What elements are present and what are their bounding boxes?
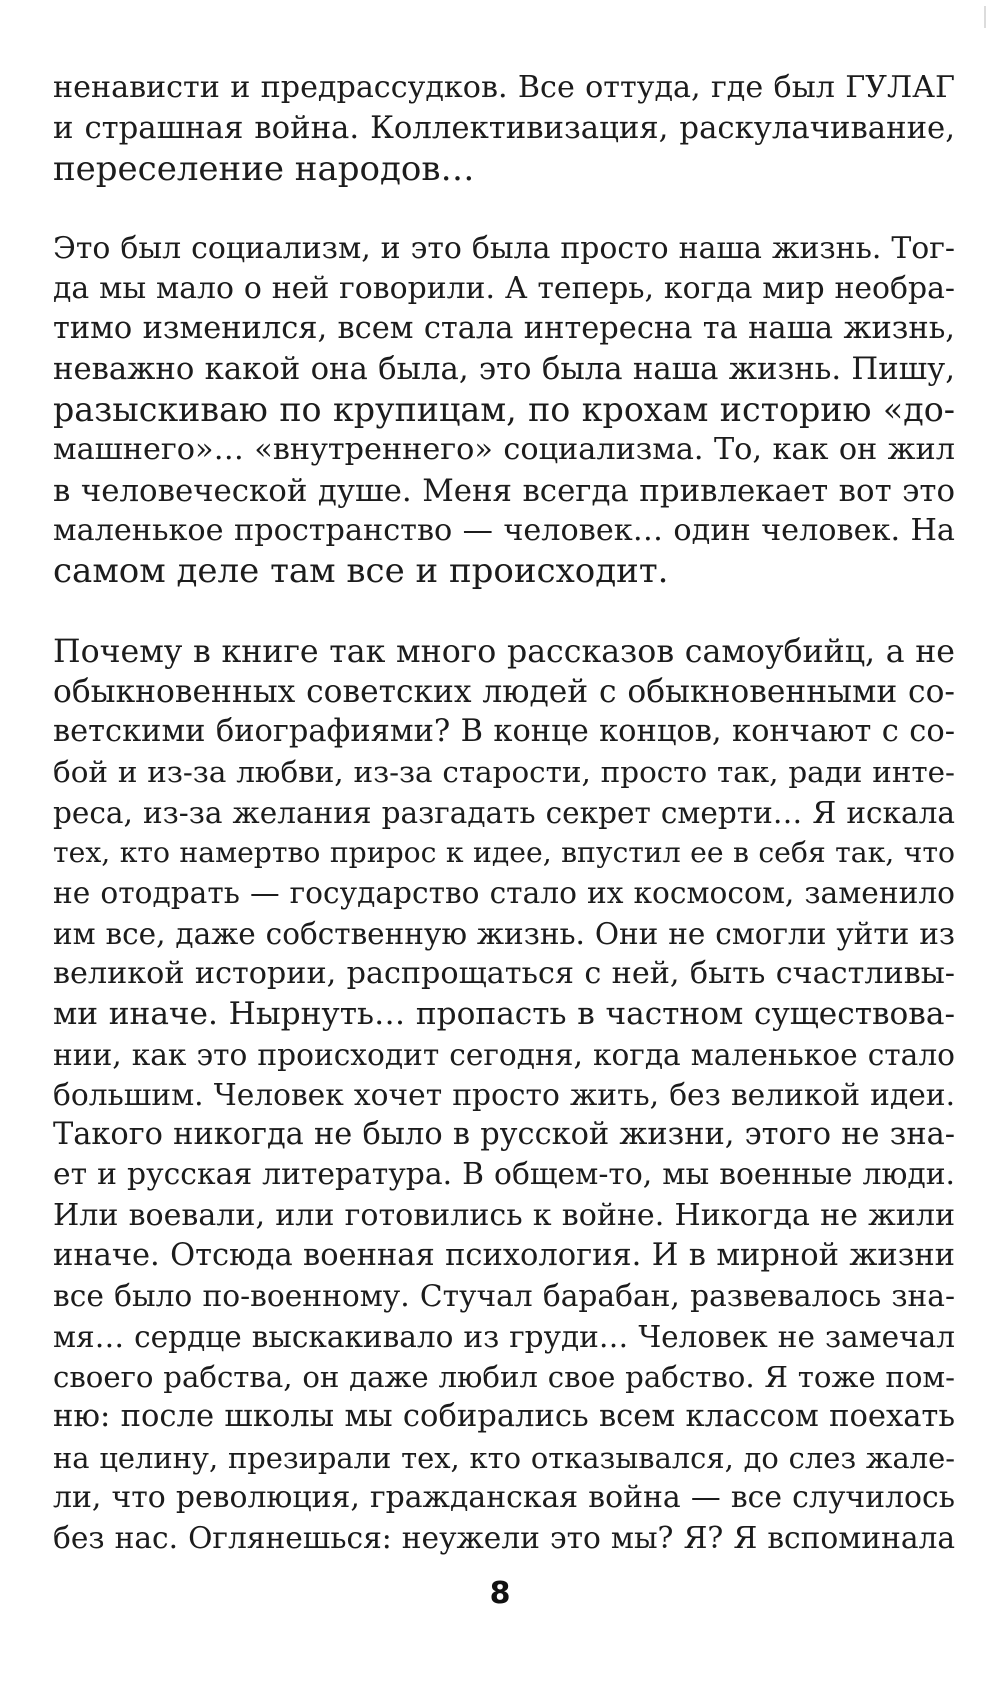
text-line: им все, даже собственную жизнь. Они не смогли уйти из xyxy=(53,916,955,951)
text-line: нии, как это происходит сегодня, когда маленькое стало xyxy=(53,1036,955,1072)
paragraph-gap xyxy=(53,592,955,632)
page-number: 8 xyxy=(489,1576,511,1611)
body-text xyxy=(53,68,955,1558)
paragraph-gap xyxy=(53,189,955,229)
text-line: разыскиваю по крупицам, по крохам историю «до- xyxy=(53,390,955,430)
text-line: Это был социализм, и это была просто наша жизнь. Тог- xyxy=(53,230,955,266)
text-line: великой истории, распрощаться с ней, быть счастливы- xyxy=(53,955,955,991)
text-line: реса, из-за желания разгадать секрет смерти… Я искала xyxy=(53,795,955,830)
text-line: ми иначе. Нырнуть… пропасть в частном существова- xyxy=(53,996,955,1033)
text-line: Почему в книге так много рассказов самоубийц, а не xyxy=(53,633,955,670)
text-line: и страшная война. Коллективизация, раскулачивание, xyxy=(53,110,955,147)
text-line: обыкновенных советских людей с обыкновенными со- xyxy=(53,673,955,710)
text-line: на целину, презирали тех, кто отказывался, до слез жале- xyxy=(53,1440,955,1475)
text-line: переселение народов… xyxy=(53,148,475,189)
paragraph xyxy=(53,68,955,189)
paragraph xyxy=(53,229,955,592)
page-edge-mark xyxy=(984,6,986,28)
text-line: все было по-военному. Стучал барабан, развевалось зна- xyxy=(53,1278,955,1314)
text-line: большим. Человек хочет просто жить, без великой идеи. xyxy=(53,1076,955,1112)
text-line: да мы мало о ней говорили. А теперь, когда мир необра- xyxy=(53,271,955,307)
text-line: Такого никогда не было в русской жизни, этого не зна- xyxy=(53,1117,955,1153)
text-line: ненависти и предрассудков. Все оттуда, где был ГУЛАГ xyxy=(53,70,955,105)
text-line: тимо изменился, всем стала интересна та наша жизнь, xyxy=(53,311,955,347)
text-line: иначе. Отсюда военная психология. И в мирной жизни xyxy=(53,1238,955,1274)
text-line: ню: после школы мы собирались всем классом поехать xyxy=(53,1399,955,1435)
text-line: тех, кто намертво прирос к идее, впустил ее в себя так, что xyxy=(53,836,955,870)
text-line: бой и из-за любви, из-за старости, просто так, ради инте- xyxy=(53,755,955,790)
text-line: без нас. Оглянешься: неужели это мы? Я? Я вспоминала xyxy=(53,1520,955,1556)
text-line: ет и русская литература. В общем-то, мы военные люди. xyxy=(53,1157,955,1193)
text-line: маленькое пространство — человек… один человек. На xyxy=(53,512,955,548)
text-line: мя… сердце выскакивало из груди… Человек не замечал xyxy=(53,1319,955,1354)
paragraph xyxy=(53,632,955,1559)
text-line: неважно какой она была, это была наша жизнь. Пишу, xyxy=(53,351,955,387)
text-line: своего рабства, он даже любил свое рабство. Я тоже пом- xyxy=(53,1359,955,1394)
text-line: самом деле там все и происходит. xyxy=(53,551,669,592)
text-line: Или воевали, или готовились к войне. Никогда не жили xyxy=(53,1197,955,1233)
text-line: в человеческой душе. Меня всегда привлекает вот это xyxy=(53,472,955,509)
text-line: ветскими биографиями? В конце концов, кончают с со- xyxy=(53,714,955,750)
text-line: ли, что революция, гражданская война — все случилось xyxy=(53,1479,955,1515)
text-line: не отодрать — государство стало их космосом, заменило xyxy=(53,875,955,911)
text-line: машнего»… «внутреннего» социализма. То, как он жил xyxy=(53,432,955,468)
